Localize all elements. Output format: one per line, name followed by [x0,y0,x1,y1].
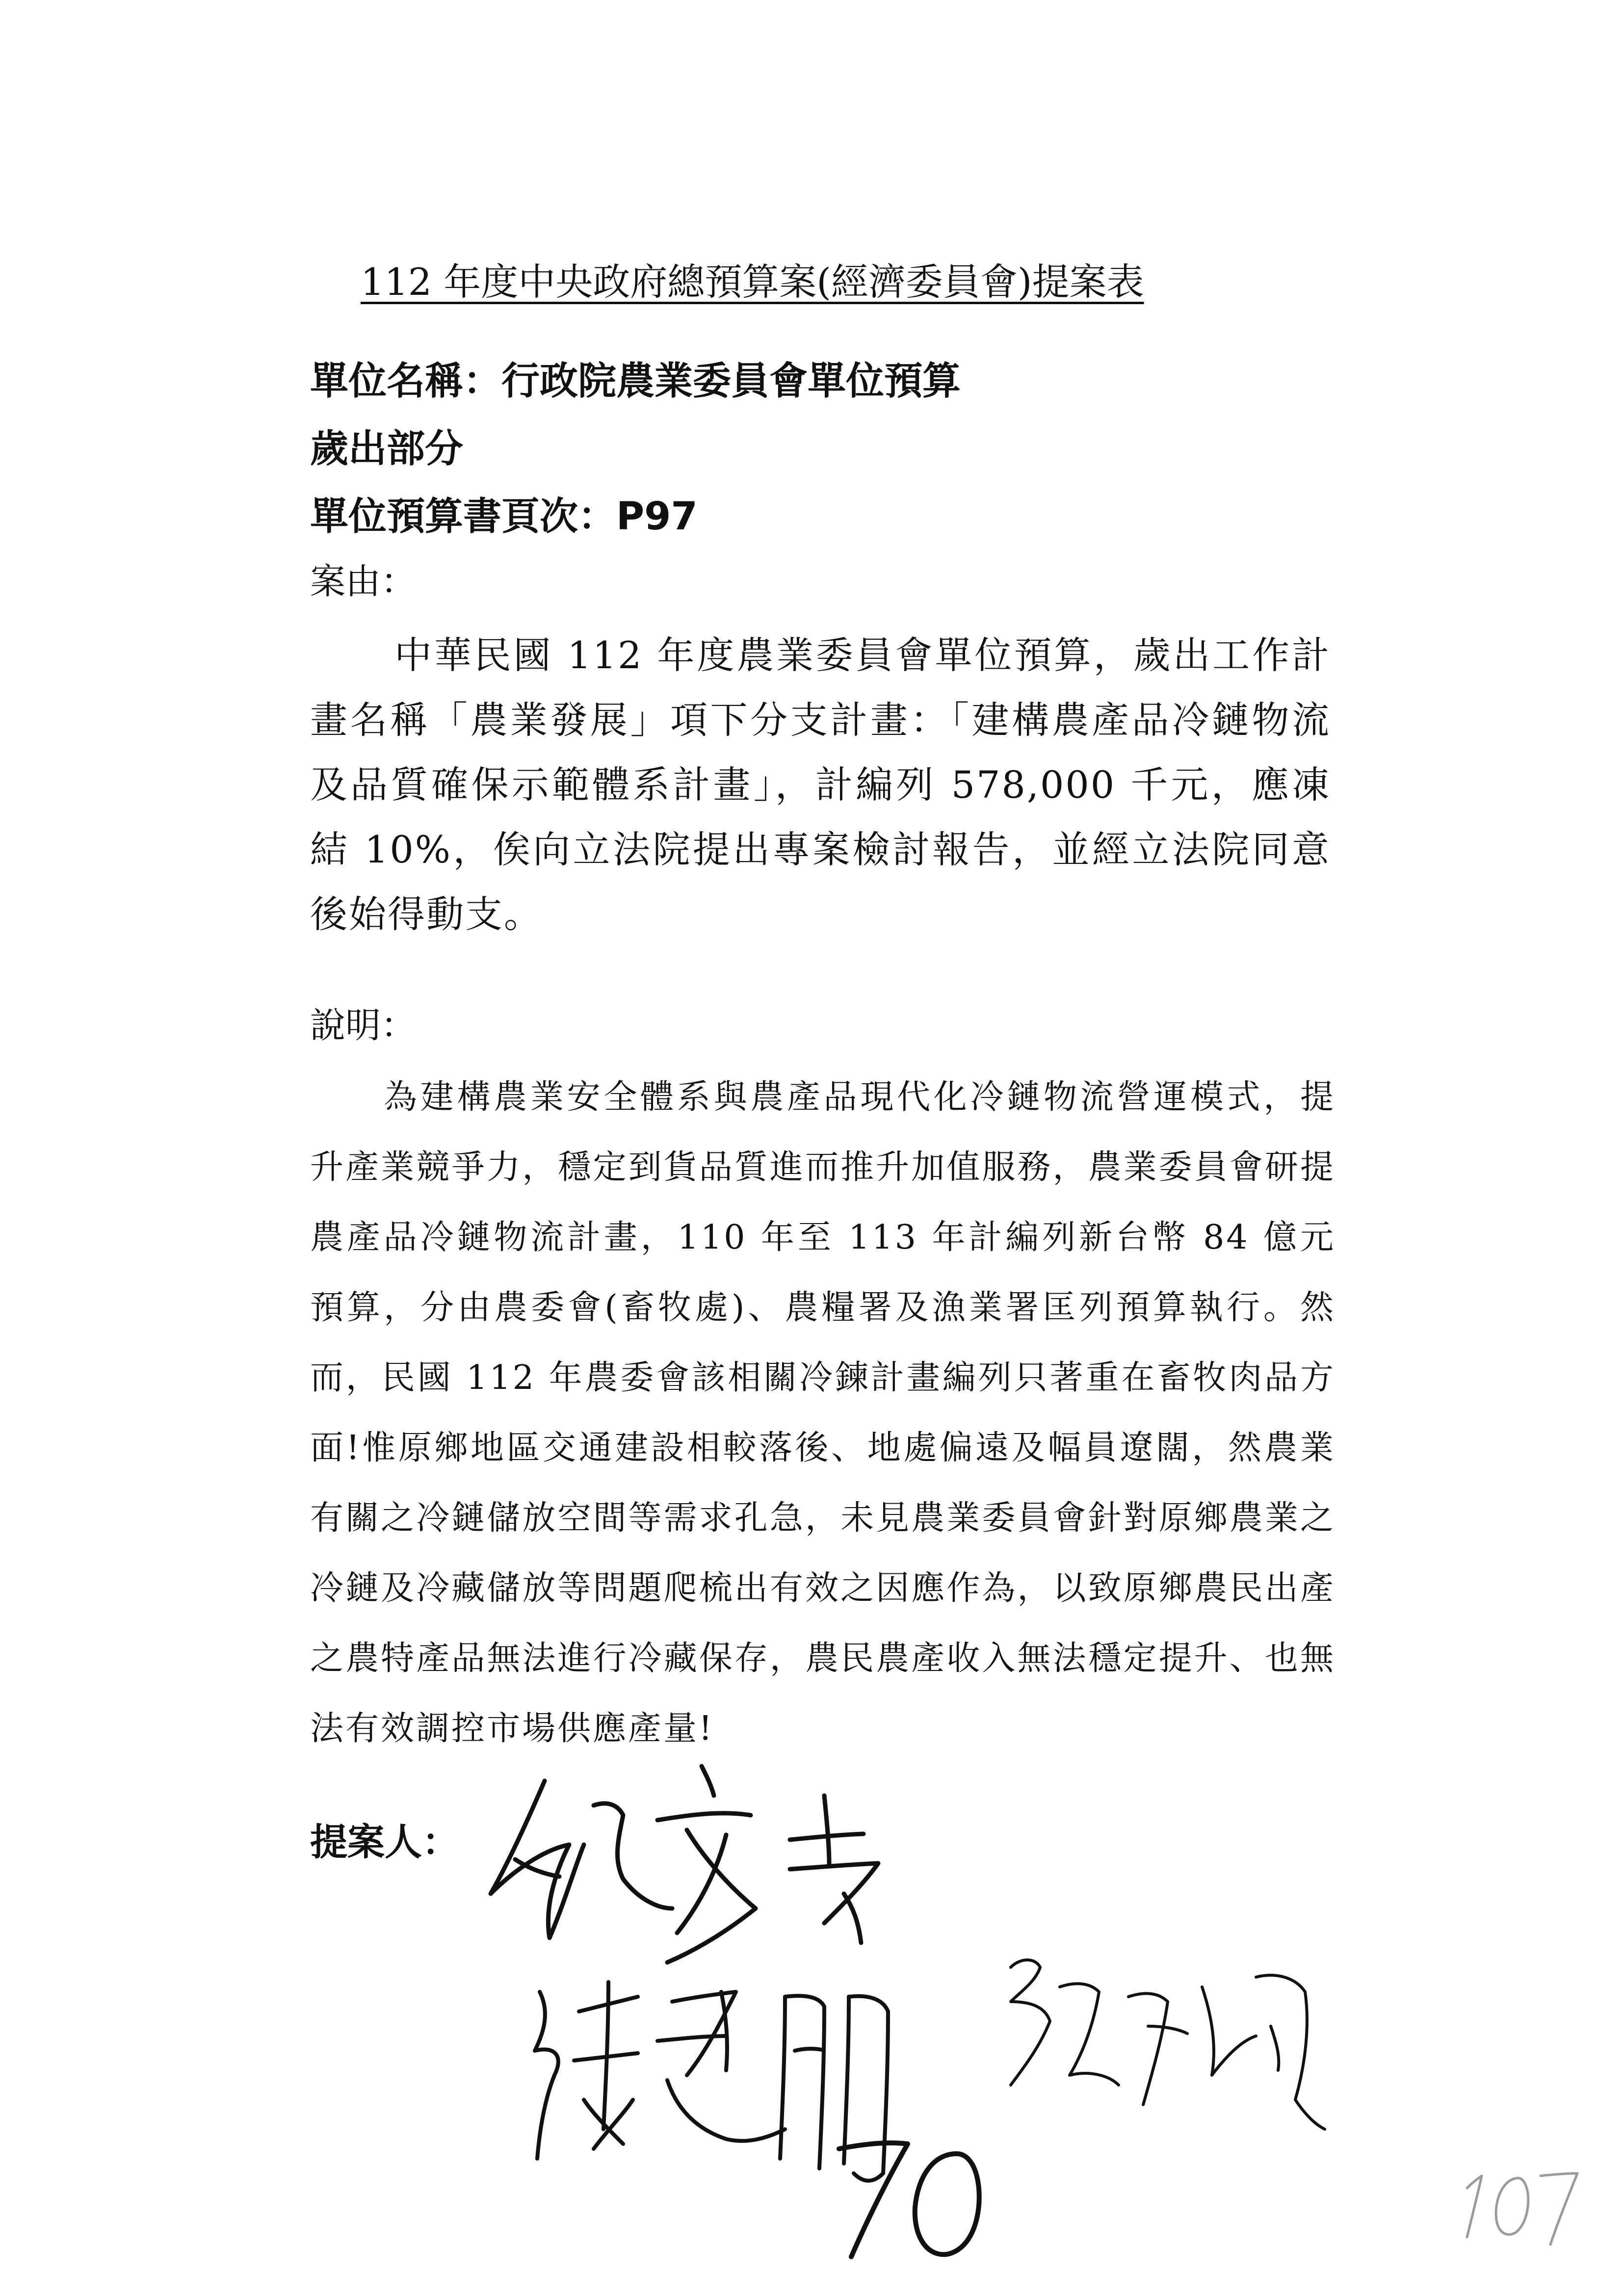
page-number [1447,2146,1585,2252]
reason-text: 中華民國 112 年度農業委員會單位預算，歲出工作計畫名稱「農業發展」項下分支計畫：「建構農產品冷鏈物流及品質確保示範體系計畫」，計編列 578,000 千元，應凍結 10%，俟向立法院提出專案檢討報告，並經立法院同意後始得動支。 [310,633,1331,936]
reason-label: 案由： [310,561,417,602]
budget-section: 歲出部分 [310,427,464,471]
unit-name: 單位名稱：行政院農業委員會單位預算 [310,359,961,403]
signature-1 [471,1747,913,1982]
explanation-label: 說明： [310,1005,417,1046]
explanation-text: 為建構農業安全體系與農產品現代化冷鏈物流營運模式，提升產業競爭力，穩定到貨品質進而推升加值服務，農業委員會研提農產品冷鏈物流計畫，110 年至 113 年計編列新台幣 84 億元預算，分由農委會(畜牧處)、農糧署及漁業署匡列預算執行。然而，民國 112 年農委會該相關冷鍊計畫編列只著重在畜牧肉品方面!惟原鄉地區交通建設相較落後、地處偏遠及幅員遼闊，然農業有關之冷鏈儲放空間等需求孔急，未見農業委員會針對原鄉農業之冷鏈及冷藏儲放等問題爬梳出有效之因應作為，以致原鄉農民出產之農特產品無法進行冷藏保存，農民農產收入無法穩定提升、也無法有效調控市場供應產量! [310,1078,1336,1748]
document-title: 112 年度中央政府總預算案(經濟委員會)提案表 [361,260,1144,304]
signature-3 [981,1928,1335,2159]
proposer-label: 提案人： [310,1820,459,1864]
handwritten-number [824,2117,991,2271]
budget-page-reference: 單位預算書頁次：P97 [310,495,698,539]
page-number-text: 107 [1447,2146,1463,2156]
handwritten-number-text: 70 [824,2117,835,2126]
